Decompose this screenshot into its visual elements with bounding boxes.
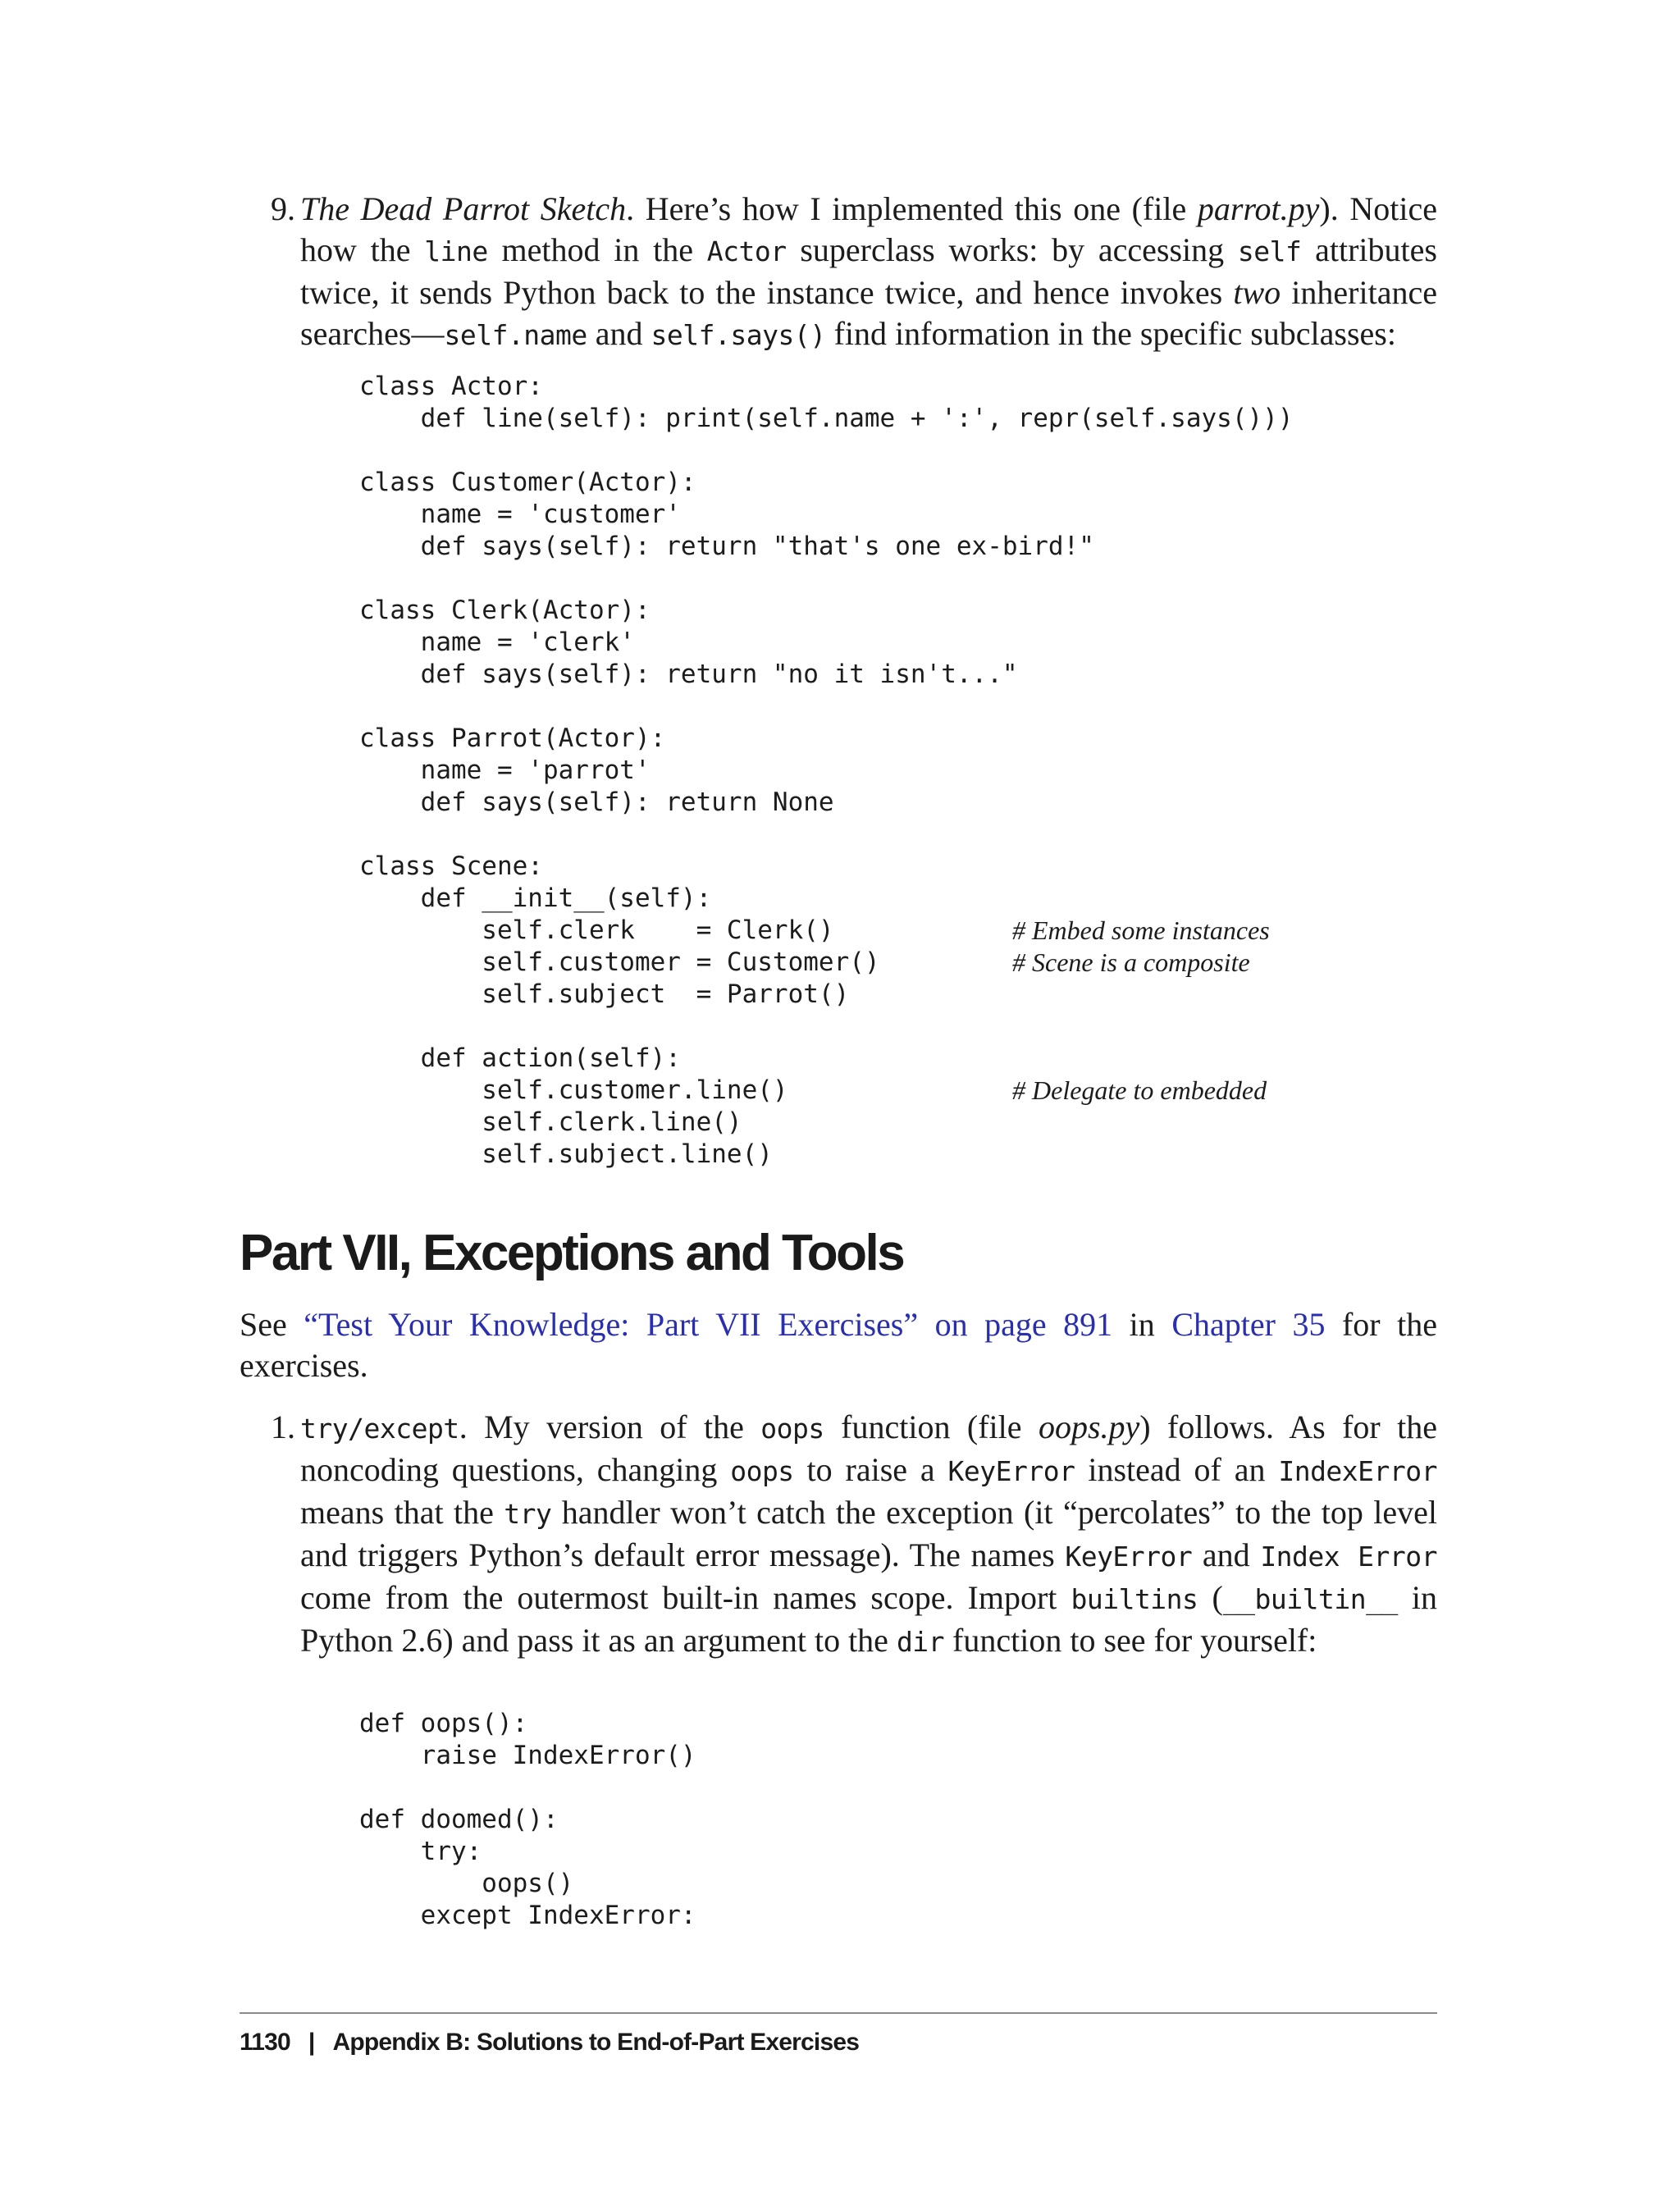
code-line <box>359 1708 1434 1740</box>
code-line <box>359 371 1434 403</box>
code-text: def doomed(): <box>359 1805 559 1834</box>
exercises-link[interactable]: “Test Your Knowledge: Part VII Exercises” on page 891 <box>304 1306 1113 1343</box>
answer-item-9 <box>254 189 1437 356</box>
inline-code: oops <box>730 1455 794 1487</box>
code-text: self.customer.line() <box>359 1075 788 1105</box>
code-line <box>359 1011 1434 1043</box>
item-1-text: try/except. My version of the oops function (file oops.py) follows. As for the noncoding questions, changing oops to raise a KeyError instead of an IndexError means that the try handler won’t catch the exception (it “percolates” to the top level and triggers Python’s default error message). The names KeyError and Index Error come from the outermost built-in names scope. Import builtins (__builtin__ in Python 2.6) and pass it as an argument to the dir function to see for yourself: <box>300 1408 1438 1659</box>
inline-code: builtins <box>1071 1583 1198 1615</box>
code-line <box>359 883 1434 915</box>
code-line <box>359 1740 1434 1772</box>
code-text: def action(self): <box>359 1043 681 1073</box>
emphasis: two <box>1233 274 1281 311</box>
code-text: name = 'parrot' <box>359 756 651 785</box>
section-intro: See “Test Your Knowledge: Part VII Exercises” on page 891 in Chapter 35 for the exercises. <box>240 1306 1437 1384</box>
code-comment: # Scene is a composite <box>1012 947 1250 977</box>
code-text: name = 'clerk' <box>359 628 635 657</box>
code-comment: # Delegate to embedded <box>1012 1075 1267 1105</box>
code-listing-oops <box>359 1708 1434 1932</box>
code-line <box>359 531 1434 563</box>
code-line <box>359 819 1434 851</box>
code-line <box>359 499 1434 531</box>
inline-code: try <box>504 1498 552 1530</box>
code-text: def says(self): return "that's one ex-bird!" <box>359 532 1094 561</box>
page-footer <box>240 2026 859 2059</box>
code-text: self.clerk = Clerk() <box>359 915 834 945</box>
code-line <box>359 1836 1434 1868</box>
running-title: Appendix B: Solutions to End-of-Part Exercises <box>332 2029 860 2056</box>
code-text: def says(self): return "no it isn't..." <box>359 660 1018 689</box>
code-text: name = 'customer' <box>359 500 681 529</box>
code-line <box>359 915 1434 947</box>
answer-item-1 <box>254 1407 1437 1663</box>
code-text: self.clerk.line() <box>359 1107 742 1137</box>
code-line <box>359 1900 1434 1932</box>
code-listing-parrot <box>359 371 1434 1171</box>
item-title: The Dead Parrot Sketch <box>300 190 627 227</box>
inline-code: self <box>1237 235 1302 267</box>
inline-code: __builtin__ <box>1222 1583 1398 1615</box>
code-comment: # Embed some instances <box>1012 915 1270 945</box>
code-line <box>359 787 1434 819</box>
code-line <box>359 595 1434 627</box>
inline-code: self.says() <box>651 319 826 351</box>
code-text: class Customer(Actor): <box>359 468 696 497</box>
item-9-text: The Dead Parrot Sketch. Here’s how I implemented this one (file parrot.py). Notice how the line method in the Actor superclass works: by accessing self attributes twice, it sends Python back to the instance twice, and hence invokes two inheritance searches—self.name and self.says() find information in the specific subclasses: <box>300 190 1437 352</box>
code-text: def oops(): <box>359 1709 528 1738</box>
code-line <box>359 1868 1434 1900</box>
inline-code: oops <box>760 1413 824 1445</box>
code-text: def line(self): print(self.name + ':', repr(self.says())) <box>359 404 1294 433</box>
code-line <box>359 851 1434 883</box>
code-text: def __init__(self): <box>359 883 712 913</box>
code-line <box>359 563 1434 595</box>
code-line <box>359 627 1434 659</box>
footer-rule <box>240 2012 1437 2014</box>
item-number: 9. <box>271 190 295 227</box>
code-text: class Scene: <box>359 851 543 881</box>
code-line <box>359 435 1434 467</box>
code-text: self.customer = Customer() <box>359 947 880 977</box>
code-line <box>359 467 1434 499</box>
code-line <box>359 755 1434 787</box>
code-line <box>359 1804 1434 1836</box>
item-number: 1. <box>271 1408 295 1445</box>
code-text: self.subject.line() <box>359 1139 773 1169</box>
code-line <box>359 1139 1434 1171</box>
code-text: class Parrot(Actor): <box>359 724 666 753</box>
code-line <box>359 1043 1434 1075</box>
code-line <box>359 1772 1434 1804</box>
code-line <box>359 659 1434 691</box>
code-line <box>359 1107 1434 1139</box>
file-name: parrot.py <box>1197 190 1320 227</box>
section-heading: Part VII, Exceptions and Tools <box>240 1225 904 1281</box>
inline-code: Actor <box>706 235 787 267</box>
code-text: oops() <box>359 1869 574 1898</box>
code-text: raise IndexError() <box>359 1741 696 1770</box>
file-name: oops.py <box>1038 1408 1140 1445</box>
code-text: class Actor: <box>359 372 543 401</box>
code-line <box>359 1075 1434 1107</box>
code-text: self.subject = Parrot() <box>359 979 850 1009</box>
inline-code: line <box>424 235 488 267</box>
footer-separator: | <box>308 2029 315 2056</box>
code-line <box>359 947 1434 979</box>
item-title: try/except <box>300 1413 459 1445</box>
inline-code: KeyError <box>947 1455 1075 1487</box>
chapter-link[interactable]: Chapter 35 <box>1171 1306 1326 1343</box>
code-line <box>359 979 1434 1011</box>
page-number: 1130 <box>240 2029 290 2056</box>
code-text: def says(self): return None <box>359 788 834 817</box>
inline-code: dir <box>896 1626 945 1658</box>
inline-code: Index Error <box>1260 1541 1437 1573</box>
code-text: except IndexError: <box>359 1901 696 1930</box>
code-line <box>359 691 1434 723</box>
code-line <box>359 403 1434 435</box>
inline-code: self.name <box>444 319 587 351</box>
code-text: try: <box>359 1837 482 1866</box>
inline-code: IndexError <box>1278 1455 1438 1487</box>
code-line <box>359 723 1434 755</box>
inline-code: KeyError <box>1065 1541 1193 1573</box>
code-text: class Clerk(Actor): <box>359 596 651 625</box>
